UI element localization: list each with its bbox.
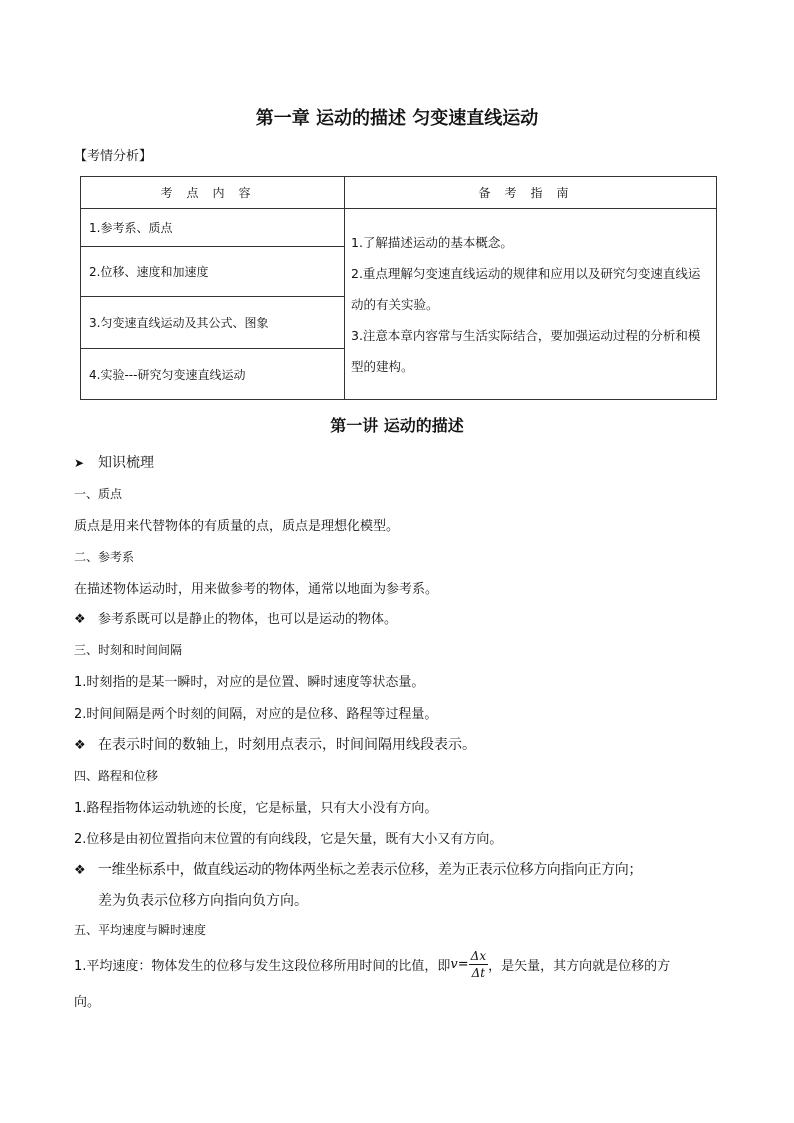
header-topics: 考点内容 xyxy=(81,177,345,209)
section-2-note xyxy=(74,608,397,627)
guide-cell xyxy=(345,209,717,400)
fraction-numerator: Δx xyxy=(470,949,487,963)
velocity-fraction xyxy=(469,948,488,981)
chapter-title: 第一章 运动的描述 匀变速直线运动 xyxy=(255,108,539,129)
diamond-bullet-icon: ❖ xyxy=(74,863,86,878)
section-3-heading: 三、时刻和时间间隔 xyxy=(74,643,183,657)
section-1-text: 质点是用来代替物体的有质量的点，质点是理想化模型。 xyxy=(74,519,400,534)
section-5-text-c: 向。 xyxy=(74,995,101,1010)
lecture-title: 第一讲 运动的描述 xyxy=(330,416,464,435)
velocity-symbol: v xyxy=(450,957,458,972)
section-2-text: 在描述物体运动时，用来做参考的物体，通常以地面为参考系。 xyxy=(74,582,439,597)
section-3-text-1: 1.时刻指的是某一瞬时，对应的是位置、瞬时速度等状态量。 xyxy=(74,675,425,690)
section-4-note-text-1: 一维坐标系中，做直线运动的物体两坐标之差表示位移，差为正表示位移方向指向正方向； xyxy=(98,862,642,878)
equals-sign: = xyxy=(457,957,469,972)
analysis-label: 【考情分析】 xyxy=(74,149,153,164)
section-4-text-1: 1.路程指物体运动轨迹的长度，它是标量，只有大小没有方向。 xyxy=(74,801,438,816)
guide-item-2: 2.重点理解匀变速直线运动的规律和应用以及研究匀变速直线运动的有关实验。 xyxy=(351,265,701,312)
guide-item-3: 3.注意本章内容常与生活实际结合，要加强运动过程的分析和模型的建构。 xyxy=(351,327,701,374)
topic-4: 4.实验---研究匀变速直线运动 xyxy=(81,349,345,400)
topic-2: 2.位移、速度和加速度 xyxy=(81,247,345,297)
fraction-denominator: Δt xyxy=(471,966,486,980)
section-2-heading: 二、参考系 xyxy=(74,550,135,564)
section-2-note-text: 参考系既可以是静止的物体，也可以是运动的物体。 xyxy=(98,612,398,627)
section-1-heading: 一、质点 xyxy=(74,487,123,501)
knowledge-heading-row xyxy=(74,452,154,472)
diamond-bullet-icon: ❖ xyxy=(74,738,86,753)
section-4-heading: 四、路程和位移 xyxy=(74,769,159,783)
topic-3: 3.匀变速直线运动及其公式、图象 xyxy=(81,297,345,349)
section-4-note-text-2: 差为负表示位移方向指向负方向。 xyxy=(98,893,308,909)
analysis-table xyxy=(80,176,717,400)
header-guide: 备考指南 xyxy=(345,177,717,209)
knowledge-heading: 知识梳理 xyxy=(98,455,154,471)
topic-1: 1.参考系、质点 xyxy=(81,209,345,247)
section-5-text-a: 1.平均速度：物体发生的位移与发生这段位移所用时间的比值，即 xyxy=(74,959,451,974)
diamond-bullet-icon: ❖ xyxy=(74,612,86,627)
section-4-text-2: 2.位移是由初位置指向末位置的有向线段，它是矢量，既有大小又有方向。 xyxy=(74,832,503,847)
section-5-heading: 五、平均速度与瞬时速度 xyxy=(74,923,207,937)
section-3-text-2: 2.时间间隔是两个时刻的间隔，对应的是位移、路程等过程量。 xyxy=(74,707,438,722)
section-4-note xyxy=(74,859,642,879)
section-3-note xyxy=(74,734,476,754)
section-3-note-text: 在表示时间的数轴上，时刻用点表示，时间间隔用线段表示。 xyxy=(98,737,476,753)
section-5-text-line xyxy=(74,948,670,981)
guide-item-1: 1.了解描述运动的基本概念。 xyxy=(351,234,513,250)
arrow-bullet-icon: ➤ xyxy=(74,456,85,470)
section-5-text-b: ，是矢量，其方向就是位移的方 xyxy=(488,959,671,974)
